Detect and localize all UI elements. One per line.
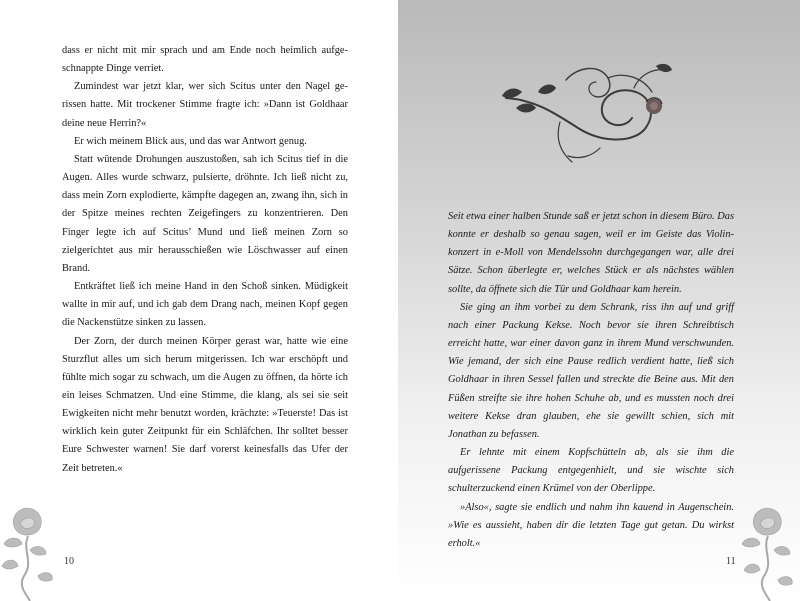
rose-ornament-right-icon xyxy=(734,500,800,601)
left-paragraph-4: Statt wütende Drohungen auszustoßen, sah ich Scitus tief in die Augen. Alles wurde schwarz, pulsierte, dröhnte. Ich ließ nicht zu, dass mein Zorn explodierte, kämpfte dagegen an, zwang ihn, sich in der Spitze meines rechten Zeigefingers zu konzentrieren. Den Finger legte ich auf Scitus’ Mund und ließ meinen Zorn so zielgerichtet aus mir herausschießen wie Löschwasser auf einen Brand. xyxy=(62,153,348,274)
right-page-text xyxy=(448,208,734,553)
right-paragraph-2: Sie ging an ihm vorbei zu dem Schrank, riss ihn auf und griff nach einer Packung Kekse. Noch bevor sie ihren Schreibtisch erreicht hatte, war einer davon ganz in ihrem Mund verschwunden. Wie jemand, der sich eine Pause redlich verdient hatte, ließ sich Goldhaar in ihren Sessel fallen und streckte die Beine aus. Mit den Füßen streifte sie ihre hohen Schuhe ab, und es mussten noch drei weitere Kekse dran glauben, ehe sie gewillt schien, sich mit Jonathan zu befassen. xyxy=(448,301,734,440)
page-number-left: 10 xyxy=(64,556,74,567)
left-paragraph-1: dass er nicht mit mir sprach und am Ende noch heimlich aufgeschnappte Dinge verriet. xyxy=(62,45,348,75)
left-paragraph-6: Der Zorn, der durch meinen Körper gerast war, hatte wie eine Sturzflut alles um sich herum mitgerissen. Ich war erschöpft und fühlte mich sogar zu schwach, um die Augen zu öffnen, da hörte ich ein leises Schmatzen. Und eine Stimme, die klang, als sei sie seit Ewigkeiten nicht mehr benutzt worden, krächzte: »Teuerste! Das ist wirklich kein guter Zeitpunkt für ein Schläfchen. Ihr solltet besser Eure Schwester warnen! Sie darf vorerst keinesfalls das Ufer der Zeit betreten.« xyxy=(62,335,348,474)
left-paragraph-5: Entkräftet ließ ich meine Hand in den Schoß sinken. Müdigkeit wallte in mir auf, und ich gab dem Drang nach, meinen Kopf gegen die Nackenstütze sinken zu lassen. xyxy=(62,281,348,329)
left-page-text xyxy=(62,42,348,478)
left-paragraph-3: Er wich meinem Blick aus, und das war Antwort genug. xyxy=(74,135,307,147)
page-number-right: 11 xyxy=(726,556,736,567)
right-paragraph-1: Seit etwa einer halben Stunde saß er jetzt schon in diesem Büro. Das konnte er deshalb so genau sagen, weil er im Geiste das Violinkonzert in e-Moll von Mendelssohn durchgegangen war, alle drei Sätze. Schon überlegte er, welches Stück er als nächstes wählen sollte, da öffnete sich die Tür und Goldhaar kam herein. xyxy=(448,211,734,295)
right-paragraph-3: Er lehnte mit einem Kopfschütteln ab, als sie ihm die aufgerissene Packung entgegenhielt, und sie wischte sich schulterzuckend einen Krümel von der Oberlippe. xyxy=(448,447,734,495)
left-paragraph-2: Zumindest war jetzt klar, wer sich Scitus unter den Nagel gerissen hatte. Mit trockener Stimme fragte ich: »Dann ist Goldhaar deine neue Herrin?« xyxy=(62,81,348,129)
swirl-ornament-icon xyxy=(496,52,674,170)
right-paragraph-4: »Also«, sagte sie endlich und nahm ihn kauend in Augenschein. »Wie es aussieht, haben dir die letzten Tage gut getan. Du wirkst erholt.« xyxy=(448,501,734,549)
rose-ornament-left-icon xyxy=(0,500,64,601)
